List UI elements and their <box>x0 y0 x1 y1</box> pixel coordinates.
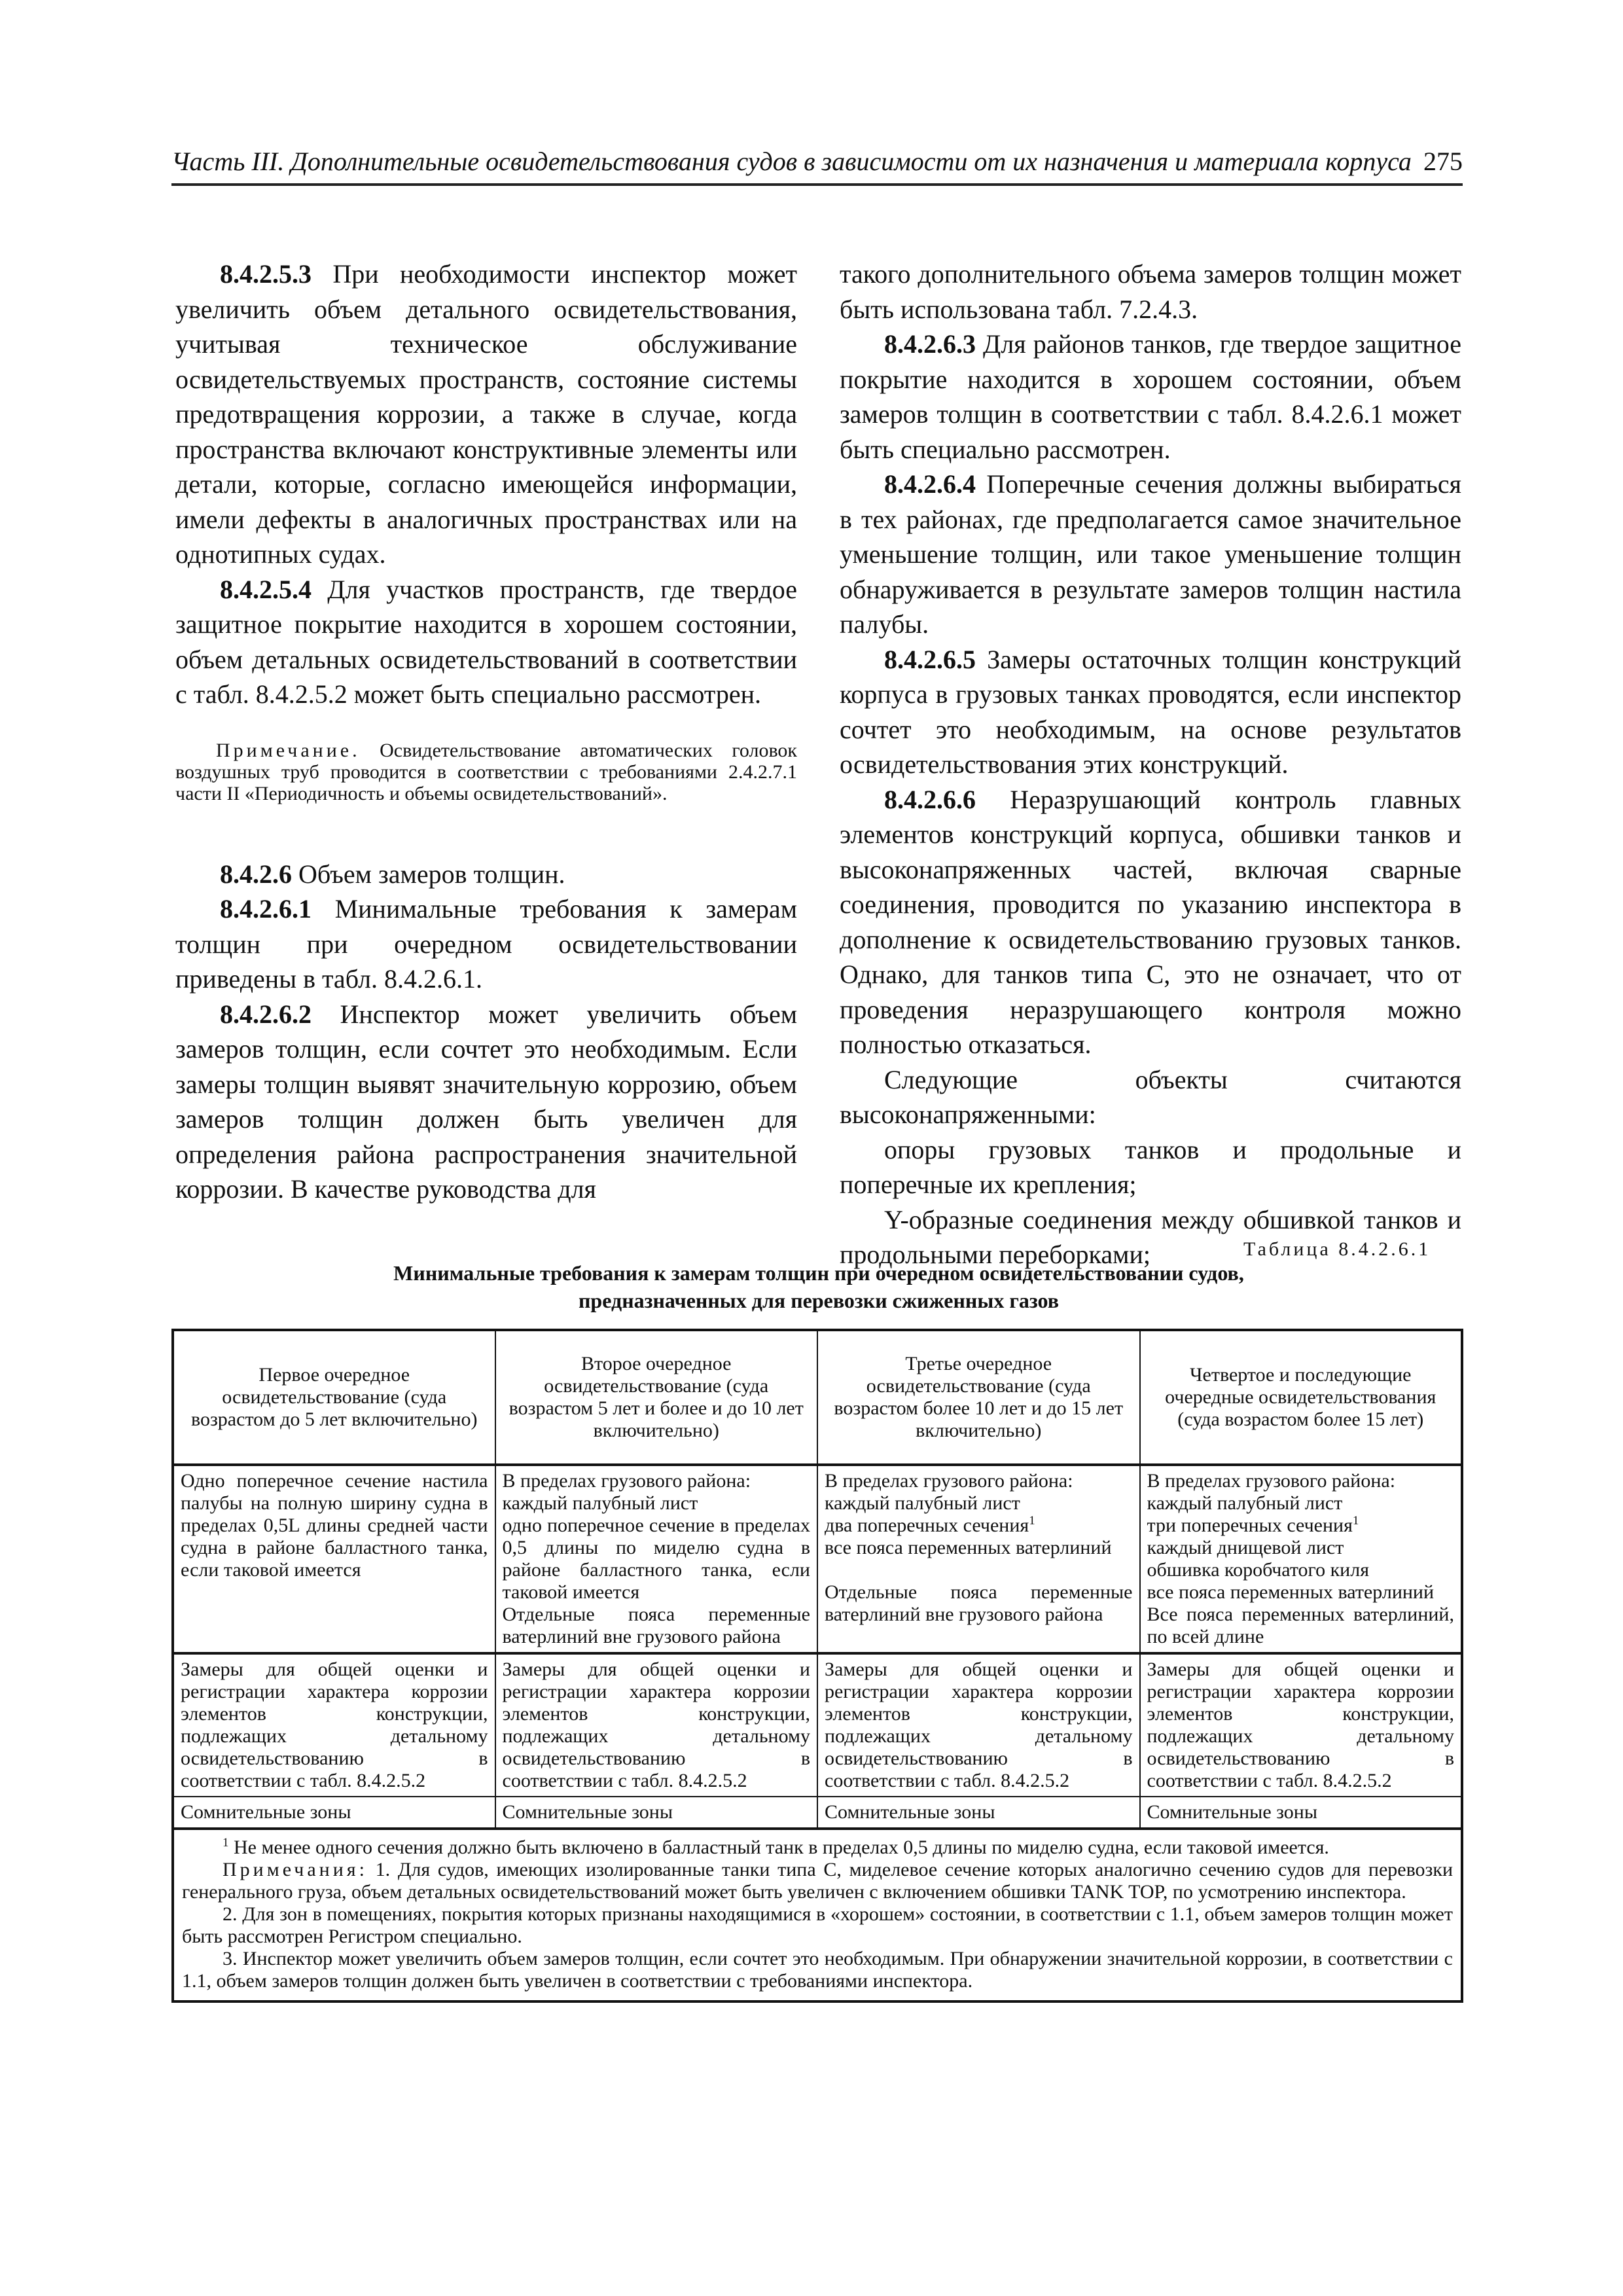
paragraph <box>840 642 1461 782</box>
table-row <box>173 1465 1462 1653</box>
table-title <box>175 1259 1462 1314</box>
clause-text: Инспектор может увеличить объем замеров толщин, если сочтет это необходимым. Если замеры толщин выявят значительную коррозию, объем замеров толщин должен быть увеличен для определения района распространения значительной коррозии. В качестве руководства для <box>175 999 798 1204</box>
clause-number: 8.4.2.5.4 <box>220 574 312 604</box>
cell-line: В пределах грузового района: <box>825 1470 1073 1492</box>
table-cell: Замеры для общей оценки и регистрации характера коррозии элементов конструкции, подлежащих детальному освидетельствованию в соответствии с табл. 8.4.2.5.2 <box>495 1653 818 1797</box>
table-footnotes <box>173 1829 1462 2001</box>
table-note: 2. Для зон в помещениях, покрытия которых признаны находящимися в «хорошем» состоянии, в соответствии с 1.1, объем замеров толщин может быть рассмотрен Регистром специально. <box>182 1903 1453 1947</box>
paragraph <box>175 891 797 997</box>
table-cell <box>817 1465 1140 1653</box>
notes-label: Примечания: <box>223 1859 368 1880</box>
cell-line: В пределах грузового района: <box>502 1470 751 1492</box>
left-column <box>175 257 797 1207</box>
clause-text: При необходимости инспектор может увеличить объем детального освидетельствования, учитывая техническое обслуживание освидетельствуемых пространств, состояние системы предотвращения коррозии, а также в случае, когда пространства включают конструктивные элементы или детали, которые, согласно имеющейся информации, имели дефекты в аналогичных пространствах или на однотипных судах. <box>175 259 797 569</box>
table-cell <box>1140 1465 1463 1653</box>
paragraph <box>840 327 1461 467</box>
table-footnotes-row <box>173 1829 1462 2001</box>
table-cell: Сомнительные зоны <box>495 1797 818 1829</box>
cell-line: все пояса переменных ватерлиний <box>1147 1581 1435 1603</box>
paragraph: опоры грузовых танков и продольные и поперечные их крепления; <box>840 1134 1461 1199</box>
table-title-line: Минимальные требования к замерам толщин при очередном освидетельствовании судов, <box>393 1261 1244 1285</box>
cell-text: два поперечных сечения <box>825 1515 1029 1536</box>
cell-line <box>1147 1515 1455 1537</box>
cell-line: каждый палубный лист <box>825 1492 1020 1514</box>
header-cell: Второе очередное освидетельствование (суда возрастом 5 лет и более и до 10 лет включительно) <box>495 1330 818 1465</box>
clause-text: Минимальные требования к замерам толщин при очередном освидетельствовании приведены в табл. 8.4.2.6.1. <box>175 894 797 994</box>
note-label: Примечание. <box>216 739 361 761</box>
cell-line: обшивка коробчатого киля <box>1147 1559 1369 1581</box>
paragraph: Y-образные соединения между обшивкой танков и продольными переборками; <box>840 1204 1461 1269</box>
running-title: Часть III. Дополнительные освидетельствования судов в зависимости от их назначения и материала корпуса <box>171 147 1412 176</box>
paragraph <box>175 257 797 572</box>
clause-number: 8.4.2.5.3 <box>220 259 312 289</box>
header-cell: Четвертое и последующие очередные освидетельствования (суда возрастом более 15 лет) <box>1140 1330 1463 1465</box>
table-cell: Замеры для общей оценки и регистрации характера коррозии элементов конструкции, подлежащих детальному освидетельствованию в соответствии с табл. 8.4.2.5.2 <box>173 1653 495 1797</box>
cell-line <box>825 1515 1133 1537</box>
page-header <box>171 145 1463 186</box>
header-cell: Третье очередное освидетельствование (суда возрастом более 10 лет и до 15 лет включительно) <box>817 1330 1140 1465</box>
footnote <box>182 1837 1453 1859</box>
paragraph: Следующие объекты считаются высоконапряженными: <box>840 1064 1461 1129</box>
table-caption: Таблица 8.4.2.6.1 <box>1243 1238 1431 1260</box>
paragraph <box>840 467 1461 642</box>
cell-line: Отдельные пояса переменные ватерлиний вне грузового района <box>502 1604 810 1647</box>
table-cell: Сомнительные зоны <box>1140 1797 1463 1829</box>
paragraph <box>840 782 1461 1062</box>
clause-text: Замеры остаточных толщин конструкций корпуса в грузовых танках проводятся, если инспектор сочтет это необходимым, на основе результатов освидетельствования этих конструкций. <box>840 644 1461 779</box>
note-text: Освидетельствование автоматических головок воздушных труб проводится в соответствии с требованиями 2.4.2.7.1 части II «Периодичность и объемы освидетельствований». <box>175 739 797 804</box>
requirements-table <box>171 1329 1463 2003</box>
paragraph: такого дополнительного объема замеров толщин может быть использована табл. 7.2.4.3. <box>840 259 1461 324</box>
clause-number: 8.4.2.6.1 <box>220 894 312 924</box>
table-cell: Сомнительные зоны <box>173 1797 495 1829</box>
table-row <box>173 1653 1462 1797</box>
cell-line: Отдельные пояса переменные ватерлиний вне грузового района <box>825 1581 1133 1625</box>
note <box>175 740 797 804</box>
table-cell: Замеры для общей оценки и регистрации характера коррозии элементов конструкции, подлежащих детальному освидетельствованию в соответствии с табл. 8.4.2.5.2 <box>1140 1653 1463 1797</box>
cell-line: одно поперечное сечение в пределах 0,5 длины по миделю судна в районе балластного танка, если таковой имеется <box>502 1515 810 1603</box>
clause-number: 8.4.2.6.5 <box>884 644 976 674</box>
cell-line: каждый палубный лист <box>502 1492 698 1514</box>
table-note: 3. Инспектор может увеличить объем замеров толщин, если сочтет это необходимым. При обнаружении значительной коррозии, в соответствии с 1.1, объем замеров толщин должен быть увеличен в соответствии с требованиями инспектора. <box>182 1948 1453 1992</box>
paragraph <box>175 997 797 1207</box>
table-row <box>173 1797 1462 1829</box>
right-column <box>840 257 1461 1272</box>
clause-text: Для районов танков, где твердое защитное покрытие находится в хорошем состоянии, объем замеров толщин в соответствии с табл. 8.4.2.6.1 может быть специально рассмотрен. <box>840 329 1462 464</box>
cell-text: три поперечных сечения <box>1147 1515 1353 1536</box>
table-cell <box>495 1465 818 1653</box>
note-text: 1. Для судов, имеющих изолированные танки типа C, миделевое сечение которых аналогично сечению судов для перевозки генерального груза, объем детальных освидетельствований может быть увеличен с включением обшивки TANK TOP, по усмотрению инспектора. <box>182 1859 1454 1903</box>
table-header-row <box>173 1330 1462 1465</box>
cell-line: каждый днищевой лист <box>1147 1537 1344 1558</box>
footnote-text: Не менее одного сечения должно быть включено в балластный танк в пределах 0,5 длины по миделю судна, если таковой имеется. <box>234 1837 1329 1858</box>
clause-number: 8.4.2.6.4 <box>884 469 976 499</box>
clause-text: Объем замеров толщин. <box>298 859 565 889</box>
clause-number: 8.4.2.6.2 <box>220 999 312 1029</box>
paragraph <box>175 857 797 892</box>
clause-number: 8.4.2.6.3 <box>884 329 976 359</box>
paragraph <box>175 572 797 712</box>
cell-line: В пределах грузового района: <box>1147 1470 1396 1492</box>
cell-line: все пояса переменных ватерлиний <box>825 1537 1112 1558</box>
header-cell: Первое очередное освидетельствование (суда возрастом до 5 лет включительно) <box>173 1330 495 1465</box>
footnote-ref: 1 <box>1352 1514 1359 1528</box>
table-cell: Замеры для общей оценки и регистрации характера коррозии элементов конструкции, подлежащих детальному освидетельствованию в соответствии с табл. 8.4.2.5.2 <box>817 1653 1140 1797</box>
cell-line: каждый палубный лист <box>1147 1492 1343 1514</box>
clause-text: Неразрушающий контроль главных элементов конструкций корпуса, обшивки танков и высоконапряженных частей, включая сварные соединения, проводится по указанию инспектора в дополнение к освидетельствованию грузовых танков. Однако, для танков типа С, это не означает, что от проведения неразрушающего контроля можно полностью отказаться. <box>840 784 1461 1059</box>
table-cell: Одно поперечное сечение настила палубы на полную ширину судна в пределах 0,5L длины средней части судна в районе балластного танка, если таковой имеется <box>173 1465 495 1653</box>
cell-line: Все пояса переменных ватерлиний, по всей длине <box>1147 1604 1454 1647</box>
page-number: 275 <box>1423 147 1463 176</box>
clause-text: Поперечные сечения должны выбираться в тех районах, где предполагается самое значительное уменьшение толщин, или такое уменьшение толщин обнаруживается в результате замеров толщин настила палубы. <box>840 469 1462 639</box>
table-cell: Сомнительные зоны <box>817 1797 1140 1829</box>
footnote-mark: 1 <box>223 1836 229 1850</box>
footnote-ref: 1 <box>1029 1514 1035 1528</box>
clause-text: Для участков пространств, где твердое защитное покрытие находится в хорошем состоянии, объем детальных освидетельствований в соответствии с табл. 8.4.2.5.2 может быть специально рассмотрен. <box>175 574 797 709</box>
clause-number: 8.4.2.6 <box>220 859 292 889</box>
table-note <box>182 1859 1453 1903</box>
clause-number: 8.4.2.6.6 <box>884 784 976 814</box>
table-title-line: предназначенных для перевозки сжиженных газов <box>578 1289 1060 1312</box>
